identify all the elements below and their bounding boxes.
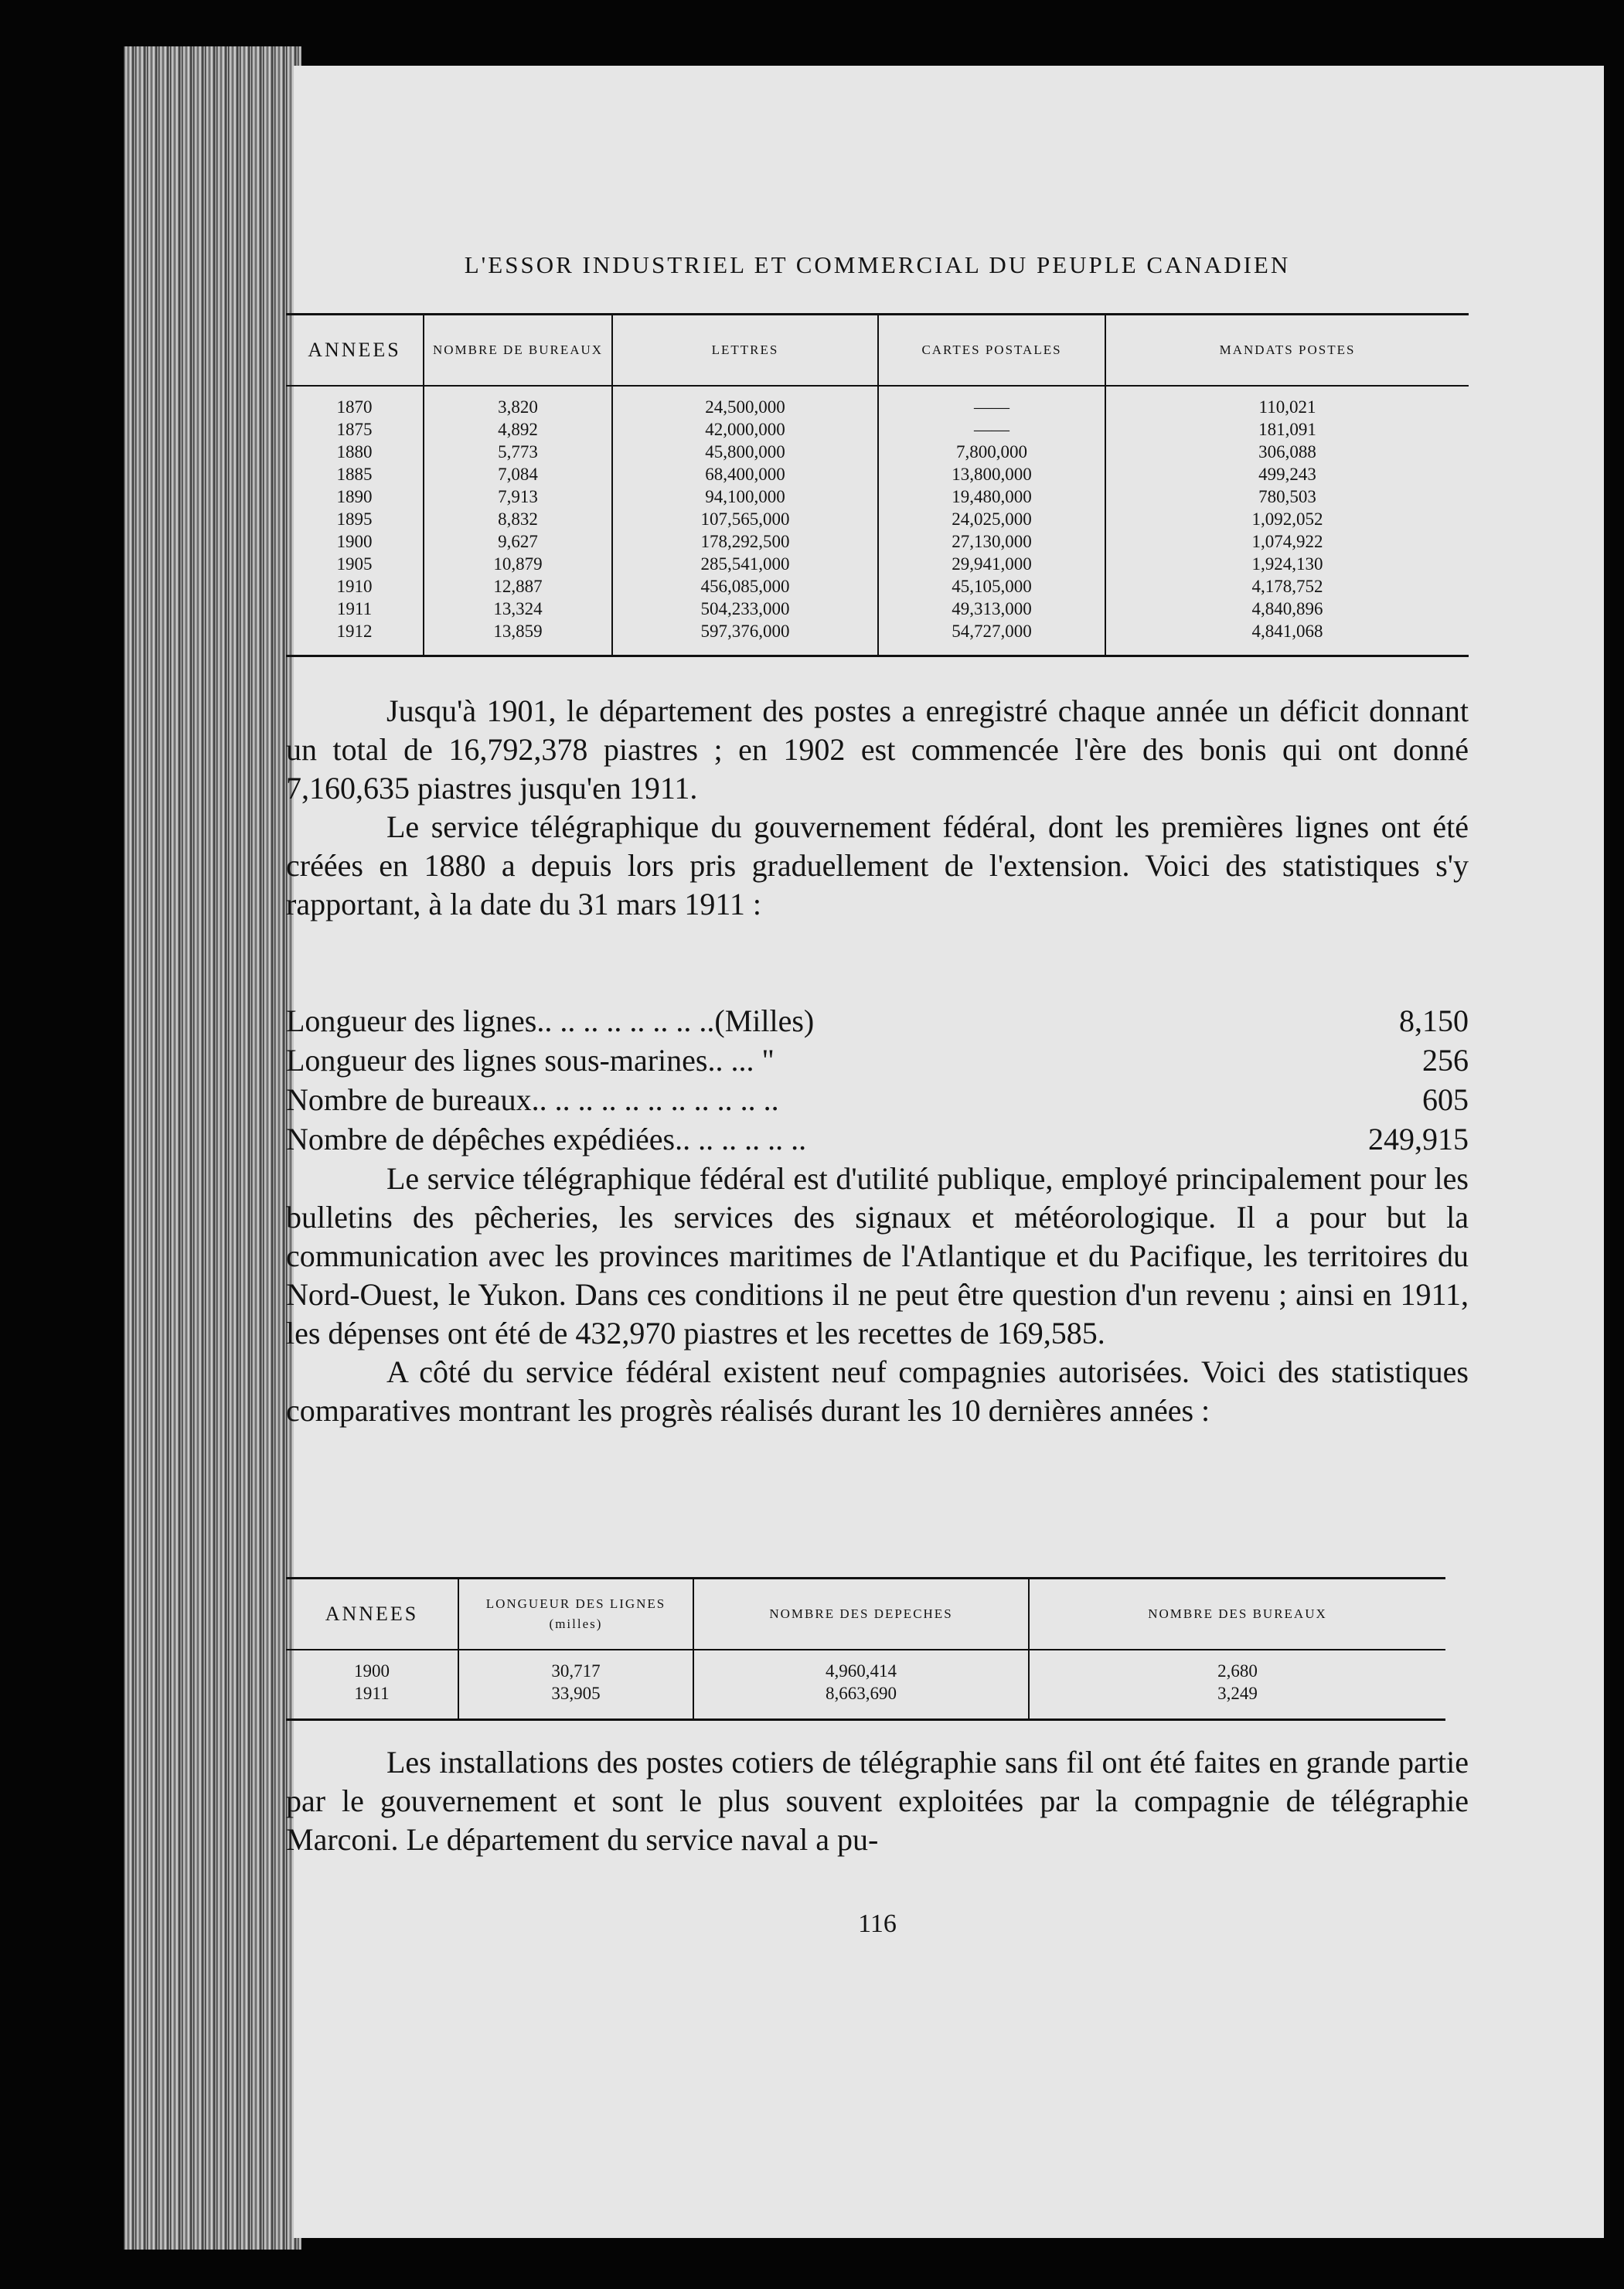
stat-value: 256	[1422, 1043, 1469, 1078]
stat-row	[286, 1001, 1469, 1041]
paragraph-telegraph-use: Le service télégraphique fédéral est d'utilité publique, employé principalement pour les bulletins des pêcheries, les services des signaux et météorologique. Il a pour but la communication avec les provinces maritimes de l'Atlantique et du Pacifique, les territoires du Nord-Ouest, le Yukon. Dans ces conditions il ne peut être question d'un revenu ; ainsi en 1911, les dépenses ont été de 432,970 piastres et les recettes de 169,585.	[286, 1161, 1469, 1351]
column-annees: 1900 1911	[354, 1661, 390, 1703]
stat-value: 8,150	[1399, 1003, 1469, 1038]
table-header-row	[286, 315, 1469, 387]
book-spine-edge	[124, 46, 301, 2250]
stat-label: Longueur des lignes.. .. .. .. .. .. .. ..(Milles)	[286, 1003, 815, 1038]
main-text-block-1	[286, 692, 1469, 924]
column-lettres: 24,500,000 42,000,000 45,800,000 68,400,000 94,100,000 107,565,000 178,292,500 285,541,000 456,085,000 504,233,000 597,376,000	[612, 386, 878, 656]
column-bureaux: 3,820 4,892 5,773 7,084 7,913 8,832 9,627 10,879 12,887 13,324 13,859	[424, 386, 612, 656]
column-header-cartes-postales: CARTES POSTALES	[878, 315, 1105, 387]
column-mandats-postes: 110,021 181,091 306,088 499,243 780,503 1,092,052 1,074,922 1,924,130 4,178,752 4,840,896 4,841,068	[1105, 386, 1469, 656]
column-cartes-postales: —— —— 7,800,000 13,800,000 19,480,000 24,025,000 27,130,000 29,941,000 45,105,000 49,313,000 54,727,000	[878, 386, 1105, 656]
paragraph-telegraph-intro: Le service télégraphique du gouvernement fédéral, dont les premières lignes ont été créées en 1880 a depuis lors pris graduellement de l'extension. Voici des statistiques s'y rapportant, à la date du 31 mars 1911 :	[286, 809, 1469, 921]
column-header-bureaux: NOMBRE DES BUREAUX	[1029, 1579, 1445, 1650]
column-header-mandats-postes: MANDATS POSTES	[1105, 315, 1469, 387]
running-head: L'ESSOR INDUSTRIEL ET COMMERCIAL DU PEUPLE CANADIEN	[464, 251, 1291, 278]
column-longueur: 30,717 33,905	[458, 1650, 693, 1720]
column-header-depeches: NOMBRE DES DEPECHES	[693, 1579, 1029, 1650]
stat-label: Nombre de dépêches expédiées.. .. .. .. .. ..	[286, 1122, 807, 1156]
table-body-row	[286, 386, 1469, 656]
stat-value: 605	[1422, 1082, 1469, 1117]
stat-value: 249,915	[1368, 1122, 1469, 1156]
stat-label: Longueur des lignes sous-marines.. ... "	[286, 1043, 775, 1078]
page-number: 116	[858, 1909, 897, 1938]
column-header-bureaux: NOMBRE DE BUREAUX	[424, 315, 612, 387]
paragraph-deficit: Jusqu'à 1901, le département des postes a enregistré chaque année un déficit donnant un total de 16,792,378 piastres ; en 1902 est commencée l'ère des bonis qui ont donné 7,160,635 piastres jusqu'en 1911.	[286, 693, 1469, 806]
column-bureaux: 2,680 3,249	[1029, 1650, 1445, 1720]
main-text-block-2	[286, 1160, 1469, 1430]
column-header-lettres: LETTRES	[612, 315, 878, 387]
column-header-annees: ANNEES	[286, 1579, 458, 1650]
stat-row	[286, 1119, 1469, 1159]
main-text-block-3	[286, 1743, 1469, 1859]
telegraph-stats-list	[286, 1001, 1469, 1159]
column-depeches: 4,960,414 8,663,690	[693, 1650, 1029, 1720]
table-body-row	[286, 1650, 1445, 1720]
stat-row	[286, 1041, 1469, 1080]
stat-row	[286, 1080, 1469, 1119]
column-header-annees: ANNEES	[286, 315, 424, 387]
postal-statistics-table	[286, 313, 1469, 657]
column-header-longueur: LONGUEUR DES LIGNES (milles)	[458, 1579, 693, 1650]
table-header-row	[286, 1579, 1445, 1650]
paragraph-wireless: Les installations des postes cotiers de télégraphie sans fil ont été faites en grande partie par le gouvernement et sont le plus souvent exploitées par la compagnie de télégraphie Marconi. Le département du service naval a pu-	[286, 1745, 1469, 1857]
telegraph-companies-table	[286, 1577, 1445, 1721]
stat-label: Nombre de bureaux.. .. .. .. .. .. .. .. .. .. ..	[286, 1082, 779, 1117]
column-annees: 1870 1875 1880 1885 1890 1895 1900 1905 1910 1911 1912	[336, 397, 373, 641]
paragraph-companies: A côté du service fédéral existent neuf compagnies autorisées. Voici des statistiques comparatives montrant les progrès réalisés durant les 10 dernières années :	[286, 1354, 1469, 1428]
